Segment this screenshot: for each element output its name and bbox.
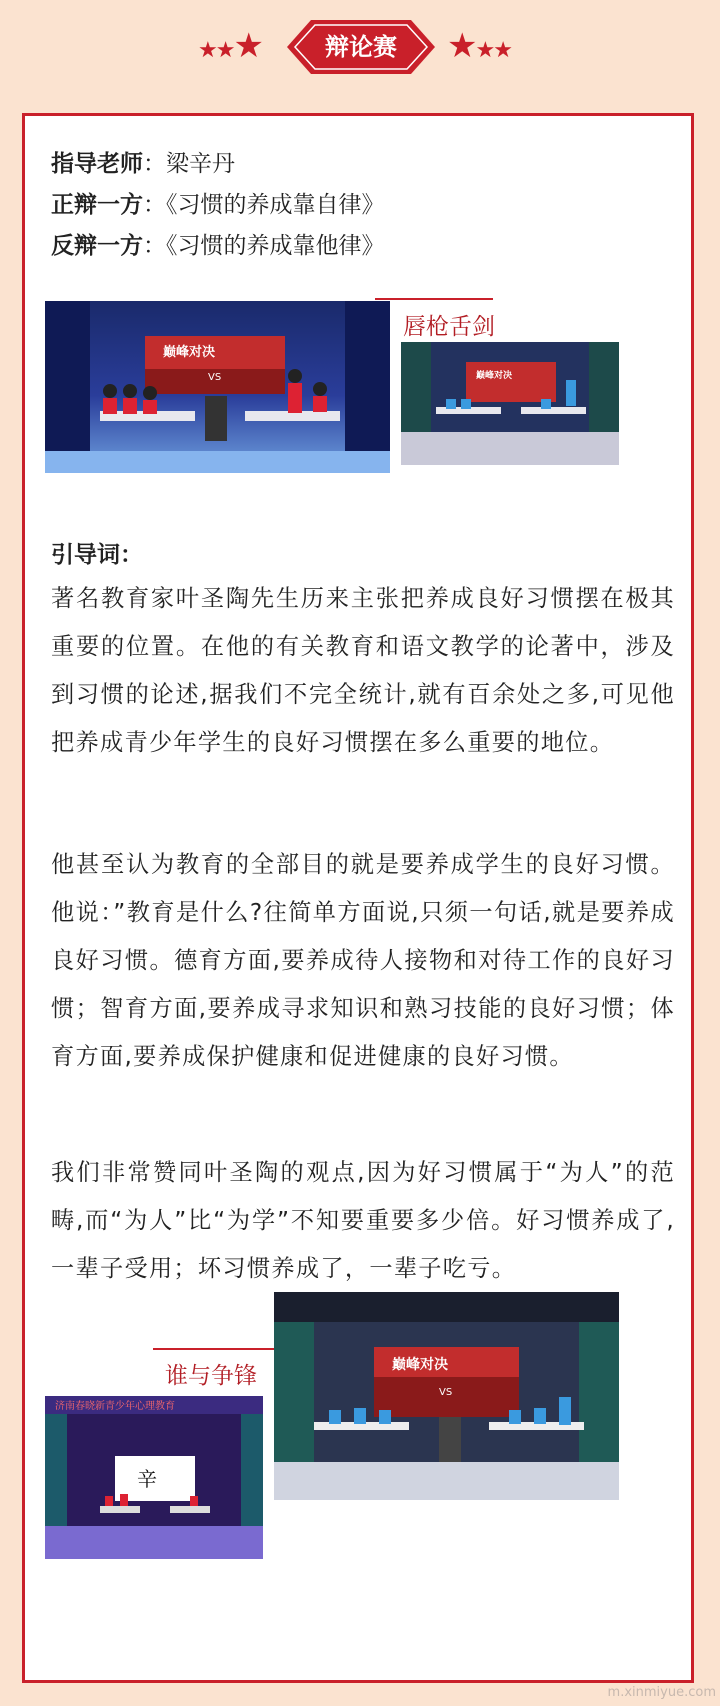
watermark: m.xinmiyue.com (607, 1685, 716, 1700)
meta-info (51, 144, 385, 267)
section-tag-1: 唇枪舌剑 (403, 314, 495, 340)
content-card (22, 113, 694, 1683)
stars-left-decoration: ★★★ (198, 26, 262, 66)
svg-text:巅峰对决: 巅峰对决 (163, 345, 216, 360)
svg-text:巅峰对决: 巅峰对决 (476, 371, 513, 381)
tag-underline-2 (153, 1348, 275, 1350)
meta-negative: 反辩一方：《习惯的养成靠他律》 (51, 233, 385, 259)
paragraph-1: 著名教育家叶圣陶先生历来主张把养成良好习惯摆在极其重要的位置。在他的有关教育和语文教学的论著中，涉及到习惯的论述,据我们不完全统计,就有百余处之多,可见他把养成青少年学生的良好习惯摆在多么重要的地位。 (51, 585, 675, 756)
stars-right-decoration: ★★★ (447, 26, 511, 66)
debate-photo-3 (45, 1396, 263, 1559)
debate-photo-2 (401, 342, 619, 465)
page-title: 辩论赛 (325, 33, 397, 61)
debate-photo-4 (274, 1292, 619, 1500)
meta-affirmative: 正辩一方：《习惯的养成靠自律》 (51, 192, 385, 218)
svg-text:济南春晓新青少年心理教育: 济南春晓新青少年心理教育 (55, 1401, 175, 1412)
debate-photo-1 (45, 301, 390, 473)
paragraph-2: 他甚至认为教育的全部目的就是要养成学生的良好习惯。他说：”教育是什么?往简单方面说,只须一句话,就是要养成良好习惯。德育方面,要养成待人接物和对待工作的良好习惯；智育方面,要养成寻求知识和熟习技能的良好习惯；体育方面,要养成保护健康和促进健康的良好习惯。 (51, 851, 675, 1070)
svg-text:VS: VS (208, 372, 222, 383)
header (0, 0, 720, 95)
tag-underline-1 (375, 298, 493, 300)
svg-text:辛: 辛 (137, 1467, 157, 1491)
meta-teacher: 指导老师：梁辛丹 (51, 151, 235, 177)
title-banner (287, 20, 435, 74)
paragraph-3: 我们非常赞同叶圣陶的观点,因为好习惯属于“为人”的范畴,而“为人”比“为学”不知要重要多少倍。好习惯养成了,一辈子受用；坏习惯养成了，一辈子吃亏。 (51, 1159, 675, 1282)
svg-text:VS: VS (439, 1387, 453, 1398)
svg-text:巅峰对决: 巅峰对决 (392, 1357, 448, 1373)
intro-title: 引导词： (51, 542, 143, 568)
section-tag-2: 谁与争锋 (165, 1363, 257, 1389)
